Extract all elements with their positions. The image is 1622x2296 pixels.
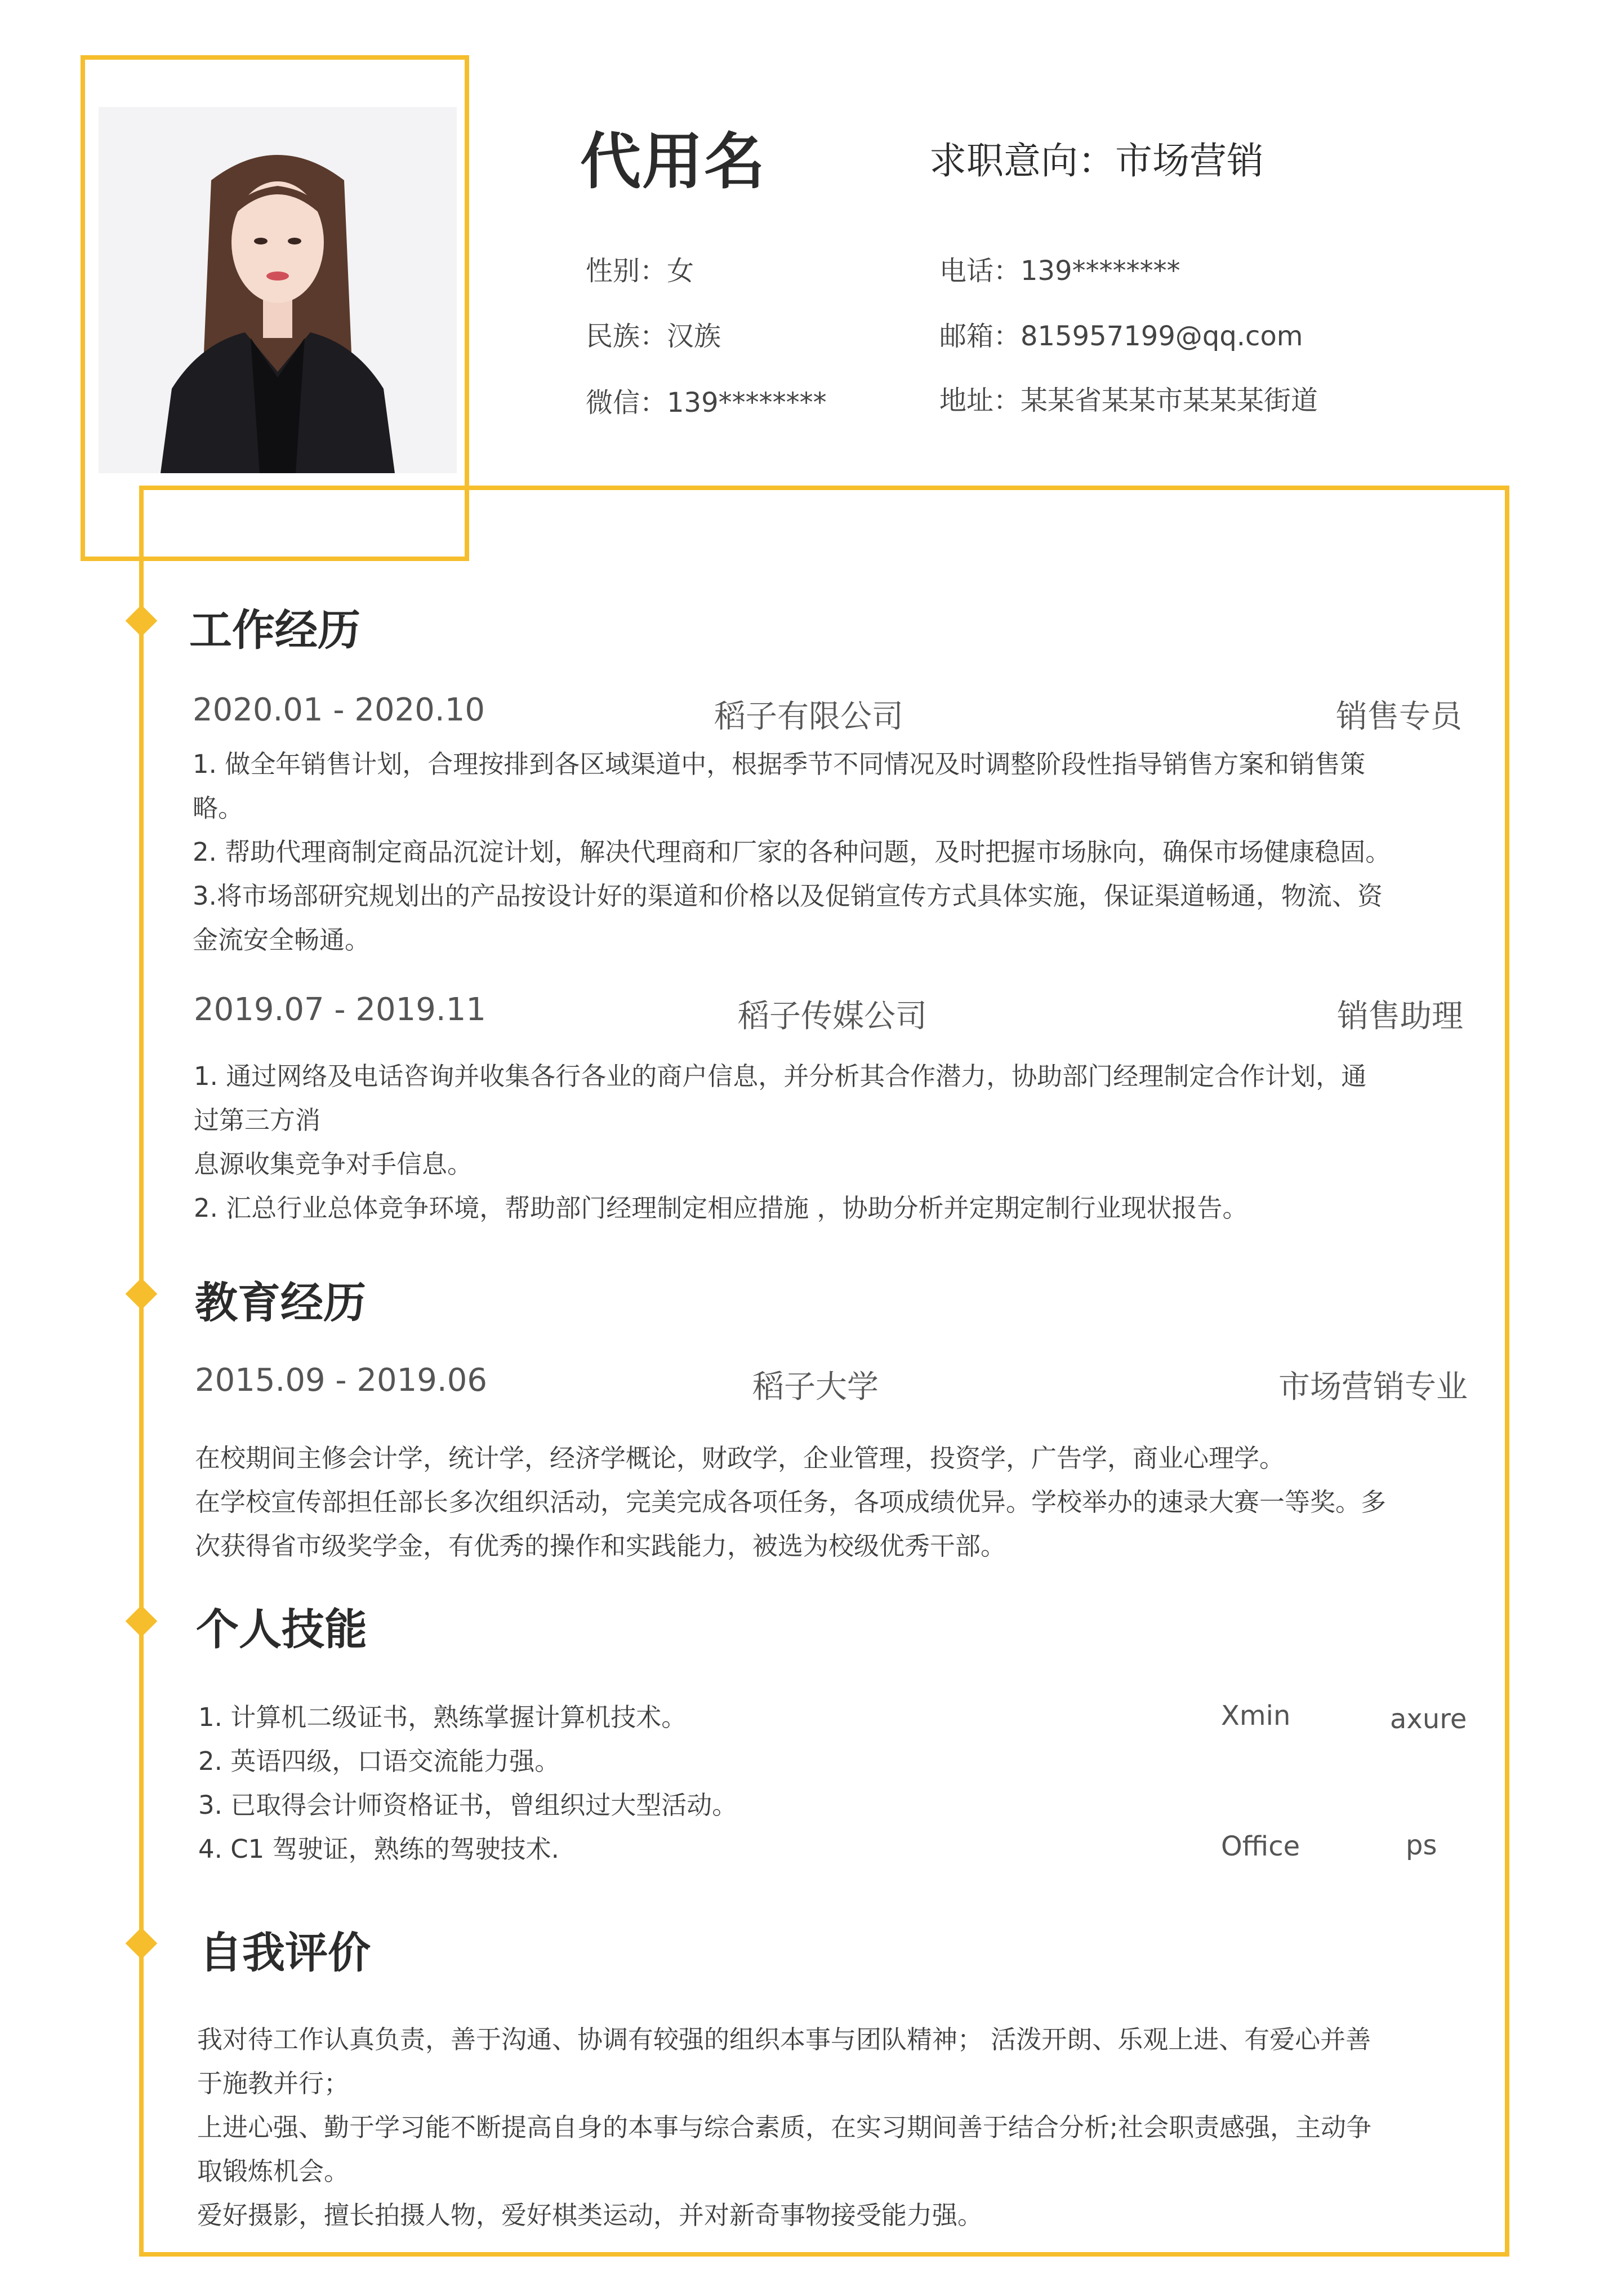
job-period: 2019.07 - 2019.11 [194,991,486,1028]
job-role: 销售专员 [1336,698,1462,735]
skill-tool: ps [1406,1830,1437,1861]
skills-list [198,1696,737,1871]
edu-period: 2015.09 - 2019.06 [195,1362,487,1399]
gender-field: 性别：女 [586,255,694,287]
wechat-field: 微信：139******** [586,387,827,419]
section-title-skills: 个人技能 [196,1604,367,1654]
edu-school: 稻子大学 [752,1369,879,1405]
edu-major: 市场营销专业 [1278,1369,1468,1405]
list-item: 1. 计算机二级证书，熟练掌握计算机技术。 [198,1702,687,1732]
self-eval-text: 我对待工作认真负责，善于沟通、协调有较强的组织本事与团队精神； 活泼开朗、乐观上进、有爱心并善 于施教并行； 上进心强、勤于学习能不断提高自身的本事与综合素质，在实习期间善于结合分析;社会职责感强，主动争 取锻炼机会。 爱好摄影，擅长拍摄人物，爱好棋类运动，并对新奇事物接受能力强。 [197,2024,1372,2230]
list-item: 2. 英语四级，口语交流能力强。 [198,1746,560,1776]
profile-photo [99,107,457,473]
job-description: 1. 通过网络及电话咨询并收集各行各业的商户信息，并分析其合作潜力，协助部门经理制定合作计划，通 过第三方消 息源收集竞争对手信息。 2. 汇总行业总体竞争环境，帮助部门经理制定相应措施 ，协助分析并定期定制行业现状报告。 [194,1061,1367,1223]
email-field: 邮箱：815957199@qq.com [939,321,1303,352]
job-company: 稻子传媒公司 [738,998,927,1035]
skill-tool: axure [1390,1703,1467,1735]
section-title-self-eval: 自我评价 [199,1928,371,1978]
list-item: 4. C1 驾驶证，熟练的驾驶技术. [198,1834,559,1864]
edu-description: 在校期间主修会计学，统计学，经济学概论，财政学，企业管理，投资学，广告学，商业心理学。 在学校宣传部担任部长多次组织活动，完美完成各项任务，各项成绩优异。学校举办的速录大赛一等奖。多 次获得省市级奖学金，有优秀的操作和实践能力，被选为校级优秀干部。 [195,1443,1387,1561]
list-item: 3. 已取得会计师资格证书，曾组织过大型活动。 [198,1790,738,1820]
section-title-work: 工作经历 [189,605,360,655]
skill-tool: Xmin [1221,1700,1291,1732]
job-description: 1. 做全年销售计划，合理按排到各区域渠道中，根据季节不同情况及时调整阶段性指导销售方案和销售策 略。 2. 帮助代理商制定商品沉淀计划，解决代理商和厂家的各种问题，及时把握市场脉向，确保市场健康稳固。 3.将市场部研究规划出的产品按设计好的渠道和价格以及促销宣传方式具体实施，保证渠道畅通，物流、资 金流安全畅通。 [193,749,1391,955]
skill-tool: Office [1221,1831,1300,1862]
job-intent: 求职意向：市场营销 [929,139,1264,183]
phone-field: 电话：139******** [939,255,1180,287]
job-company: 稻子有限公司 [714,698,903,735]
address-field: 地址：某某省某某市某某某街道 [939,385,1318,416]
job-period: 2020.01 - 2020.10 [193,692,485,728]
job-role: 销售助理 [1337,998,1463,1035]
ethnicity-field: 民族：汉族 [586,321,721,352]
section-title-education: 教育经历 [195,1278,366,1328]
candidate-name: 代用名 [580,127,767,197]
